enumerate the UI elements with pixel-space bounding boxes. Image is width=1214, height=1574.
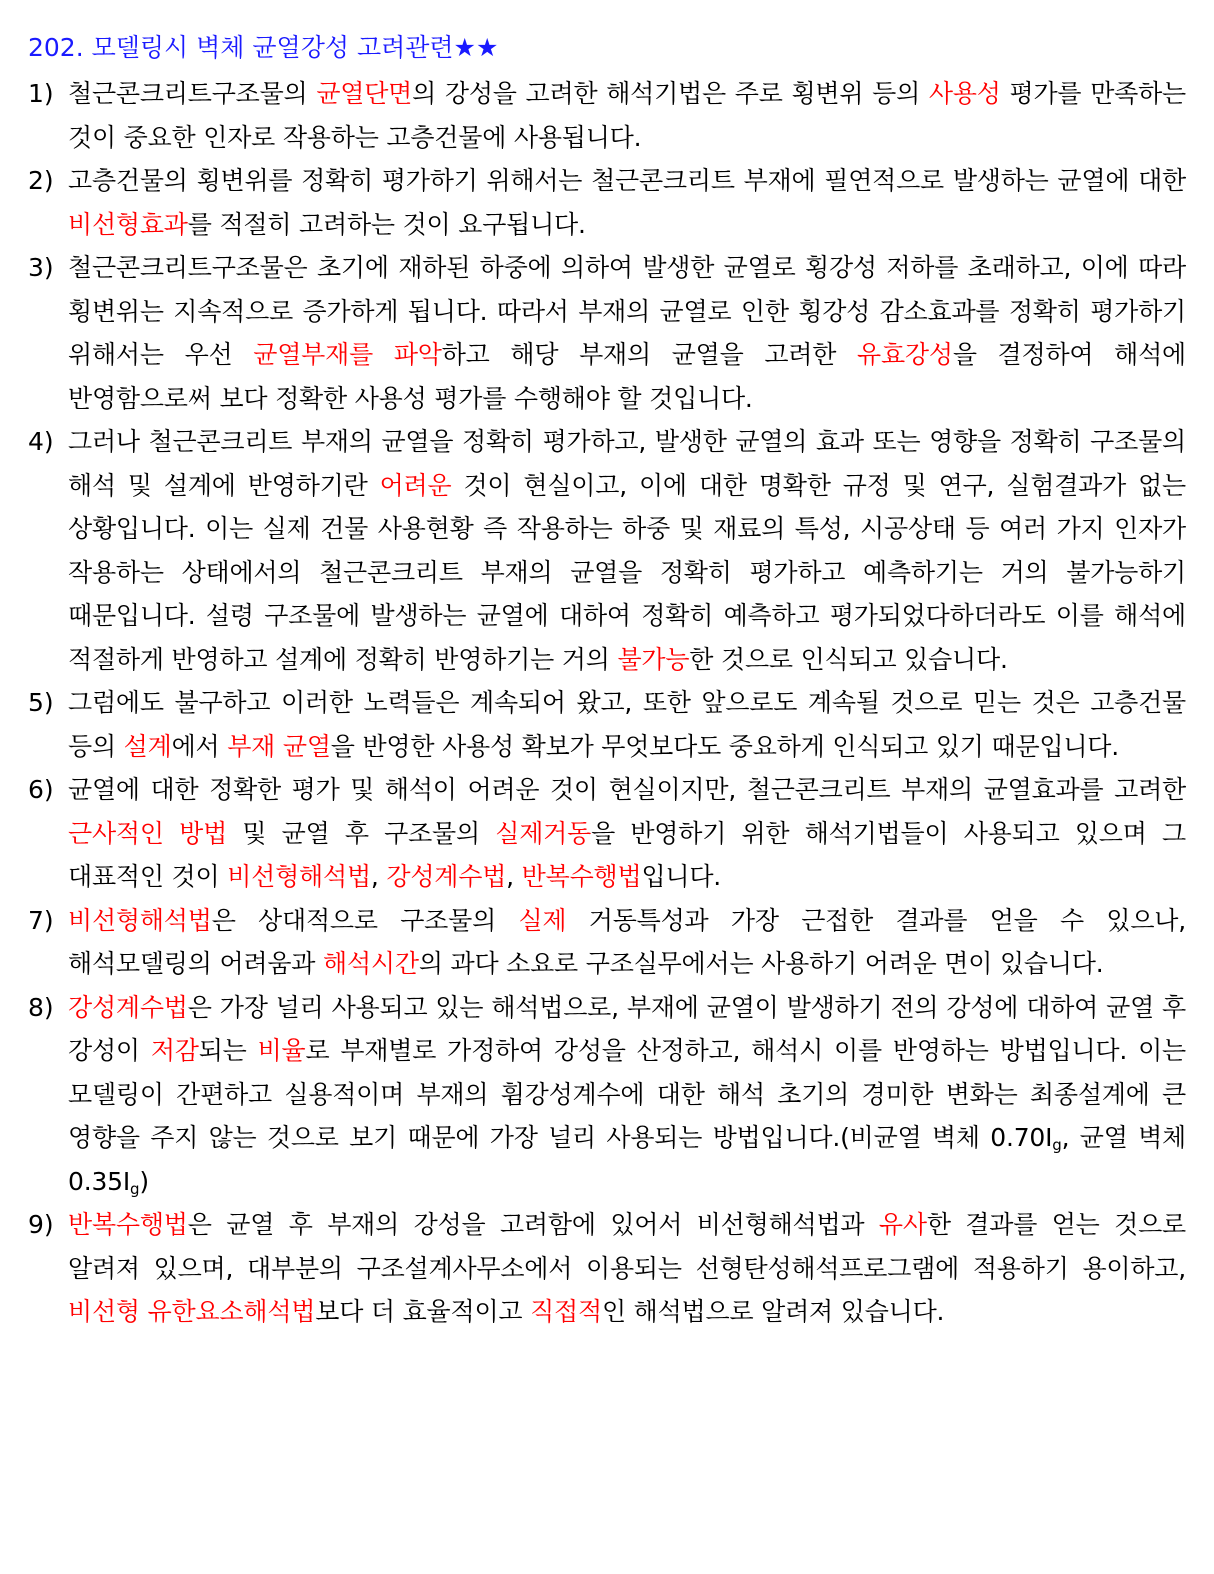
list-item [28,986,1186,1204]
text-segment: 를 적절히 고려하는 것이 요구됩니다. [187,209,586,239]
highlighted-term: 사용성 [928,79,1001,108]
numbered-list [28,72,1186,1334]
list-item [28,159,1186,246]
list-item-number: 4) [28,427,54,456]
highlighted-term: 비선형 유한요소해석법 [68,1297,316,1326]
highlighted-term: 비선형해석법 [68,905,212,935]
highlighted-term: 균열단면 [316,79,413,108]
text-segment: 하고 해당 부재의 균열을 고려한 [441,340,857,369]
highlighted-term: 실제거동 [495,818,592,848]
text-segment: 고층건물의 횡변위를 정확히 평가하기 위해서는 철근콘크리트 부재에 필연적으로 발생하는 균열에 대한 [68,166,1186,195]
text-segment: 의 과다 소요로 구조실무에서는 사용하기 어려운 면이 있습니다. [418,949,1104,978]
highlighted-term: 유사 [878,1210,927,1239]
highlighted-term: 실제 [518,905,567,935]
list-item [28,72,1186,159]
text-segment: 및 균열 후 구조물의 [227,818,496,848]
list-item-number: 2) [28,166,54,195]
text-segment: 그럼에도 불구하고 이러한 노력들은 계속되어 왔고, 또한 앞으로도 계속될 것으로 믿는 것은 고층건물 등의 [68,688,1186,761]
text-segment: 철근콘크리트구조물은 초기에 재하된 하중에 의하여 발생한 균열로 횡강성 저하를 초래하고, 이에 따라 횡변위는 지속적으로 증가하게 됩니다. 따라서 부재의 균열로 인한 횡강성 감소효과를 정확히 평가하기 위해서는 우선 [68,253,1186,369]
list-item-number: 3) [28,253,54,282]
text-segment: , [506,862,522,891]
highlighted-term: 강성계수법 [386,862,507,891]
text-segment: 한 결과를 얻는 것으로 알려져 있으며, 대부분의 구조설계사무소에서 이용되는 선형탄성해석프로그램에 적용하기 용이하고, [68,1210,1186,1283]
highlighted-term: 반복수행법 [521,862,642,891]
highlighted-term: 어려운 [379,470,452,500]
list-item-text [68,246,1186,420]
document-title: 202. 모델링시 벽체 균열강성 고려관련★★ [28,33,499,62]
highlighted-term: 비선형해석법 [227,862,371,891]
highlighted-term: 직접적 [530,1297,602,1326]
highlighted-term: 불가능 [617,644,690,674]
list-item-text [68,159,1186,246]
text-segment: 로 부재별로 가정하여 강성을 산정하고, 해석시 이를 반영하는 방법입니다. 이는 모델링이 간편하고 실용적이며 부재의 휨강성계수에 대한 해석 초기의 경미한 변화는 최종설계에 큰 영향을 주지 않는 것으로 보기 때문에 가장 널리 사용되는 방법입니다.(비균열 벽체 0.70I [68,1036,1186,1152]
highlighted-term: 반복수행법 [68,1210,188,1239]
list-item [28,681,1186,768]
text-segment: , [370,862,387,891]
list-item [28,420,1186,681]
list-item-text [68,899,1186,986]
text-segment: 인 해석법으로 알려져 있습니다. [601,1297,945,1326]
list-item-text [68,420,1186,681]
text-segment: 을 반영하기 위한 해석기법들이 사용되고 있으며 그 대표적인 것이 [68,818,1186,891]
list-item-text [68,986,1186,1204]
highlighted-term: 강성계수법 [68,992,188,1022]
list-item-number: 1) [28,79,54,108]
highlighted-term: 설계 [123,731,172,761]
list-item [28,1203,1186,1334]
text-segment: ) [139,1166,149,1196]
text-segment: 철근콘크리트구조물의 [68,79,317,108]
highlighted-term: 근사적인 방법 [68,818,228,848]
text-segment: 되는 [198,1036,258,1065]
text-segment: 의 강성을 고려한 해석기법은 주로 횡변위 등의 [412,79,929,108]
list-item [28,899,1186,986]
list-item [28,246,1186,420]
highlighted-term: 저감 [150,1036,199,1065]
highlighted-term: 해석시간 [323,949,419,978]
text-segment: 한 것으로 인식되고 있습니다. [689,644,1008,674]
text-segment: 을 결정하여 해석에 반영함으로써 보다 정확한 사용성 평가를 수행해야 할 것입니다. [68,340,1186,413]
list-item-number: 8) [28,992,54,1022]
list-item-number: 9) [28,1210,54,1239]
highlighted-term: 비선형효과 [68,209,188,239]
text-segment: 것이 현실이고, 이에 대한 명확한 규정 및 연구, 실험결과가 없는 상황입니다. 이는 실제 건물 사용현황 즉 작용하는 하중 및 재료의 특성, 시공상태 등 여러 가지 인자가 작용하는 상태에서의 철근콘크리트 부재의 균열을 정확히 평가하고 예측하기는 거의 불가능하기 때문입니다. 설령 구조물에 발생하는 균열에 대하여 정확히 예측하고 평가되었다하더라도 이를 해석에 적절하게 반영하고 설계에 정확히 반영하기는 거의 [68,470,1186,674]
text-segment: 평가를 만족하는 것이 중요한 인자로 작용하는 고층건물에 사용됩니다. [68,79,1186,152]
text-segment: 을 반영한 사용성 확보가 무엇보다도 중요하게 인식되고 있기 때문입니다. [330,731,1120,761]
highlighted-term: 균열부재를 파악 [253,340,442,369]
text-segment: 입니다. [641,862,722,891]
list-item-text [68,768,1186,899]
highlighted-term: 부재 균열 [227,731,331,761]
subscript: g [1052,1136,1062,1154]
text-segment: 은 가장 널리 사용되고 있는 해석법으로, 부재에 균열이 발생하기 전의 강성에 대하여 균열 후 강성이 [68,992,1186,1065]
list-item-number: 7) [28,905,54,935]
text-segment: 보다 더 효율적이고 [315,1297,531,1326]
list-item-text [68,681,1186,768]
highlighted-term: 유효강성 [857,340,953,369]
text-segment: 은 상대적으로 구조물의 [211,905,519,935]
list-item-text [68,1203,1186,1334]
list-item-number: 5) [28,688,54,717]
text-segment: , 균열 벽체 0.35I [68,1123,1187,1196]
list-item-text [68,72,1186,159]
list-item [28,768,1186,899]
text-segment: 그러나 철근콘크리트 부재의 균열을 정확히 평가하고, 발생한 균열의 효과 또는 영향을 정확히 구조물의 해석 및 설계에 반영하기란 [68,427,1186,500]
text-segment: 에서 [171,731,228,761]
highlighted-term: 비율 [257,1036,306,1065]
list-item-number: 6) [28,775,54,804]
text-segment: 균열에 대한 정확한 평가 및 해석이 어려운 것이 현실이지만, 철근콘크리트 부재의 균열효과를 고려한 [68,775,1186,804]
text-segment: 거동특성과 가장 근접한 결과를 얻을 수 있으나, 해석모델링의 어려움과 [68,905,1186,978]
text-segment: 은 균열 후 부재의 강성을 고려함에 있어서 비선형해석법과 [187,1210,879,1239]
subscript: g [130,1179,140,1198]
